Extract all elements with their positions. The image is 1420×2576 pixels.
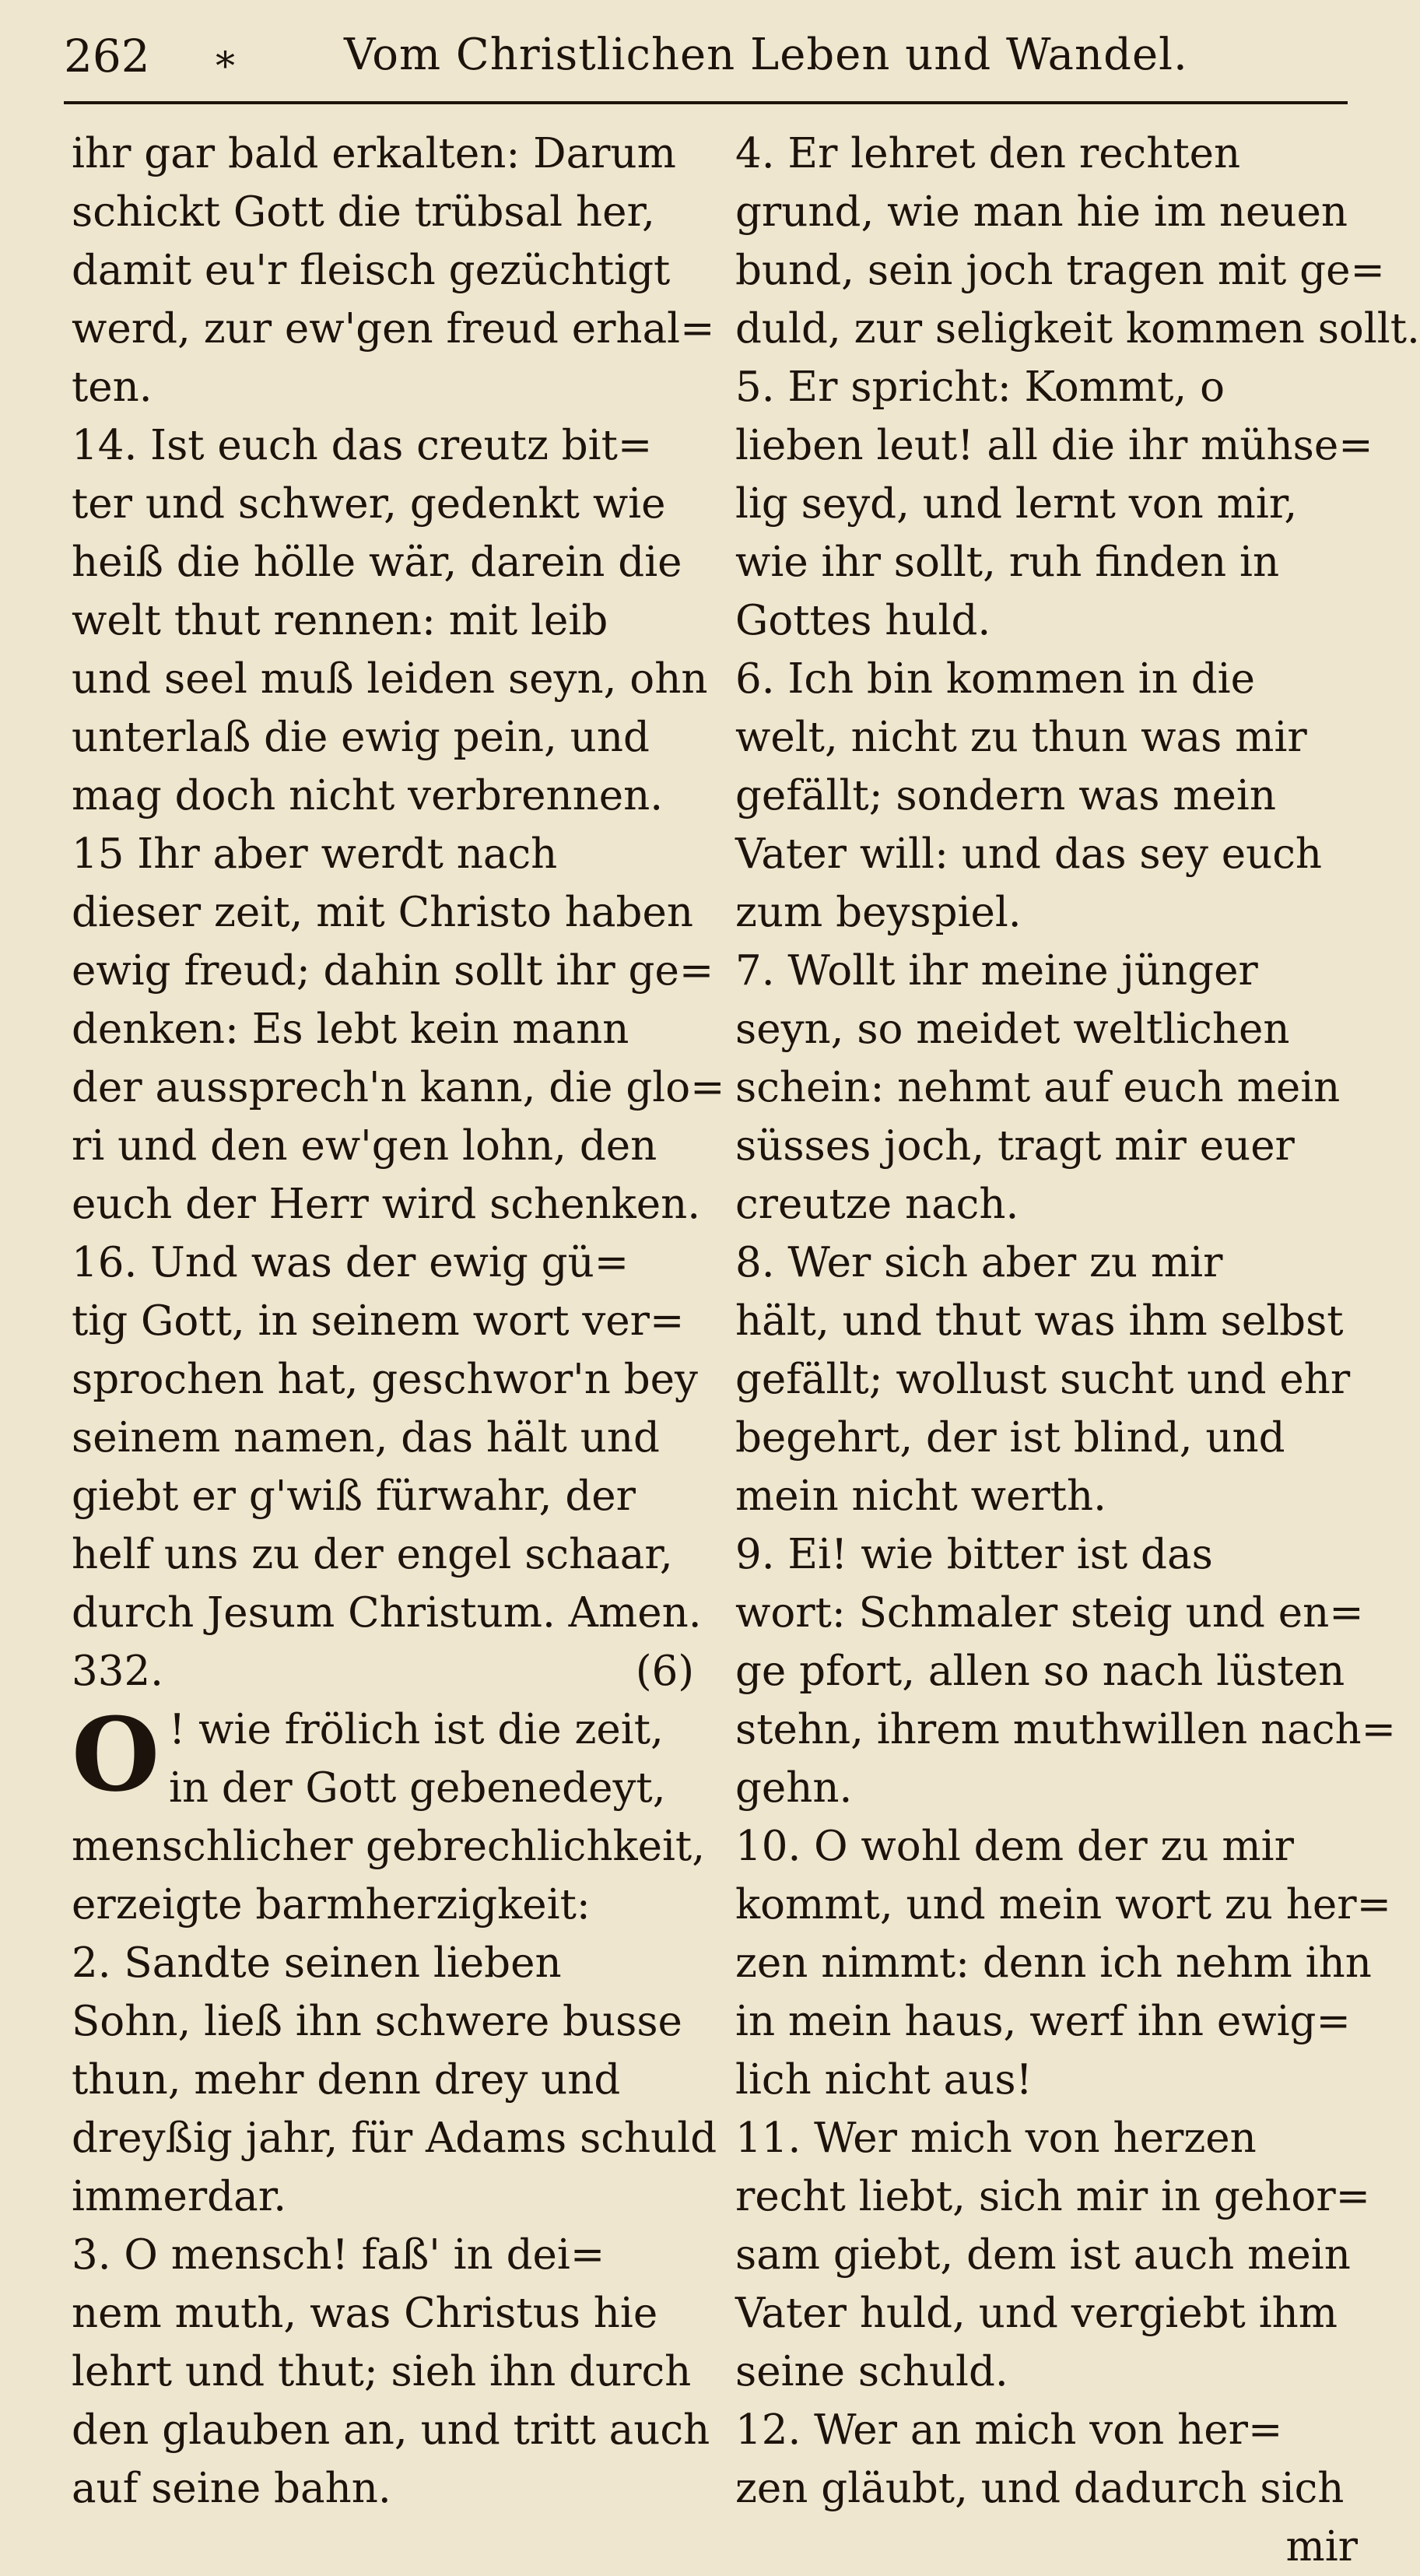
text-line: kommt, und mein wort zu her= (735, 1881, 1392, 1928)
text-line: welt, nicht zu thun was mir (735, 714, 1307, 761)
right-column (735, 125, 1420, 2576)
text-line: sprochen hat, geschwor'n bey (72, 1356, 698, 1403)
text-line: 10. O wohl dem der zu mir (735, 1823, 1294, 1870)
text-line: gefällt; wollust sucht und ehr (735, 1356, 1351, 1403)
text-line: der aussprech'n kann, die glo= (72, 1064, 725, 1111)
text-line: 14. Ist euch das creutz bit= (72, 422, 653, 469)
text-line: durch Jesum Christum. Amen. (72, 1589, 702, 1637)
text-line: sam giebt, dem ist auch mein (735, 2231, 1351, 2279)
text-line: 8. Wer sich aber zu mir (735, 1239, 1223, 1286)
text-line: helf uns zu der engel schaar, (72, 1531, 673, 1578)
text-line: lig seyd, und lernt von mir, (735, 480, 1298, 528)
text-line: ihr gar bald erkalten: Darum (72, 130, 676, 177)
text-line: zen gläubt, und dadurch sich (735, 2465, 1345, 2512)
text-line: stehn, ihrem muthwillen nach= (735, 1706, 1397, 1753)
text-line: creutze nach. (735, 1181, 1019, 1228)
text-line: unterlaß die ewig pein, und (72, 714, 650, 761)
running-title: Vom Christlichen Leben und Wandel. (344, 30, 1188, 80)
text-line: zum beyspiel. (735, 889, 1022, 936)
text-line: 6. Ich bin kommen in die (735, 655, 1255, 703)
text-line: seine schuld. (735, 2348, 1008, 2395)
text-line: erzeigte barmherzigkeit: (72, 1881, 591, 1928)
hymn-heading (72, 1642, 694, 1700)
text-line: dreyßig jahr, für Adams schuld (72, 2114, 717, 2162)
text-line: zen nimmt: denn ich nehm ihn (735, 1939, 1372, 1987)
text-line: ten. (72, 363, 153, 411)
text-line: und seel muß leiden seyn, ohn (72, 655, 708, 703)
text-line: 15 Ihr aber werdt nach (72, 830, 558, 878)
text-line: 9. Ei! wie bitter ist das (735, 1531, 1213, 1578)
text-line: seyn, so meidet weltlichen (735, 1005, 1290, 1053)
text-line: euch der Herr wird schenken. (72, 1181, 701, 1228)
text-line: wie ihr sollt, ruh finden in (735, 539, 1280, 586)
text-line: recht liebt, sich mir in gehor= (735, 2173, 1371, 2220)
text-line: den glauben an, und tritt auch (72, 2406, 710, 2454)
header-rule (64, 101, 1348, 104)
hymn-number: 332. (72, 1648, 164, 1695)
hymn-first-line-text: ! wie frölich ist die zeit, (169, 1706, 664, 1753)
text-line: giebt er g'wiß fürwahr, der (72, 1472, 636, 1520)
text-line: schein: nehmt auf euch mein (735, 1064, 1341, 1111)
text-line: Vater huld, und vergiebt ihm (735, 2290, 1338, 2337)
hymn-tune-number: (6) (635, 1648, 694, 1695)
catchword: mir (1285, 2523, 1358, 2571)
text-line: 12. Wer an mich von her= (735, 2406, 1283, 2454)
text-line: 11. Wer mich von herzen (735, 2114, 1257, 2162)
text-line: begehrt, der ist blind, und (735, 1414, 1285, 1462)
text-line: nem muth, was Christus hie (72, 2290, 658, 2337)
text-line: 5. Er spricht: Kommt, o (735, 363, 1225, 411)
text-line: 2. Sandte seinen lieben (72, 1939, 562, 1987)
left-column (72, 125, 725, 2518)
text-line: auf seine bahn. (72, 2465, 391, 2512)
text-line: schickt Gott die trübsal her, (72, 188, 655, 236)
text-line: hält, und thut was ihm selbst (735, 1297, 1344, 1345)
text-line: mein nicht werth. (735, 1472, 1106, 1520)
text-line: lieben leut! all die ihr mühse= (735, 422, 1373, 469)
text-line: gefällt; sondern was mein (735, 772, 1276, 819)
text-line: thun, mehr denn drey und (72, 2056, 621, 2104)
text-line: menschlicher gebrechlichkeit, (72, 1823, 706, 1870)
text-line: welt thut rennen: mit leib (72, 597, 608, 644)
text-line: 7. Wollt ihr meine jünger (735, 947, 1258, 995)
text-line: 3. O mensch! faß' in dei= (72, 2231, 605, 2279)
text-line: denken: Es lebt kein mann (72, 1005, 629, 1053)
text-line: lehrt und thut; sieh ihn durch (72, 2348, 692, 2395)
text-line: Vater will: und das sey euch (735, 830, 1323, 878)
text-line: lich nicht aus! (735, 2056, 1033, 2104)
text-line: grund, wie man hie im neuen (735, 188, 1348, 236)
text-line: tig Gott, in seinem wort ver= (72, 1297, 685, 1345)
text-line: süsses joch, tragt mir euer (735, 1122, 1295, 1170)
text-line: ter und schwer, gedenkt wie (72, 480, 666, 528)
text-line: Gottes huld. (735, 597, 991, 644)
text-line: seinem namen, das hält und (72, 1414, 660, 1462)
text-line: in mein haus, werf ihn ewig= (735, 1998, 1351, 2045)
text-line: duld, zur seligkeit kommen sollt. (735, 305, 1420, 353)
text-line: ri und den ew'gen lohn, den (72, 1122, 657, 1170)
page-number: 262 (64, 30, 150, 82)
text-line: immerdar. (72, 2173, 287, 2220)
text-line: gehn. (735, 1764, 853, 1812)
drop-cap: O (72, 1695, 160, 1814)
text-line: Sohn, ließ ihn schwere busse (72, 1998, 682, 2045)
page-header (64, 14, 1371, 92)
text-line: damit eu'r fleisch gezüchtigt (72, 247, 671, 294)
text-line: wort: Schmaler steig und en= (735, 1589, 1364, 1637)
text-line: 16. Und was der ewig gü= (72, 1239, 629, 1286)
text-line: heiß die hölle wär, darein die (72, 539, 682, 586)
header-ornament: ⁎ (216, 31, 235, 76)
text-line: werd, zur ew'gen freud erhal= (72, 305, 715, 353)
text-line: 4. Er lehret den rechten (735, 130, 1241, 177)
text-line: bund, sein joch tragen mit ge= (735, 247, 1385, 294)
hymn-second-line: in der Gott gebenedeyt, (169, 1764, 666, 1812)
text-line: ge pfort, allen so nach lüsten (735, 1648, 1345, 1695)
text-line: dieser zeit, mit Christo haben (72, 889, 693, 936)
text-line: ewig freud; dahin sollt ihr ge= (72, 947, 714, 995)
text-line: mag doch nicht verbrennen. (72, 772, 664, 819)
